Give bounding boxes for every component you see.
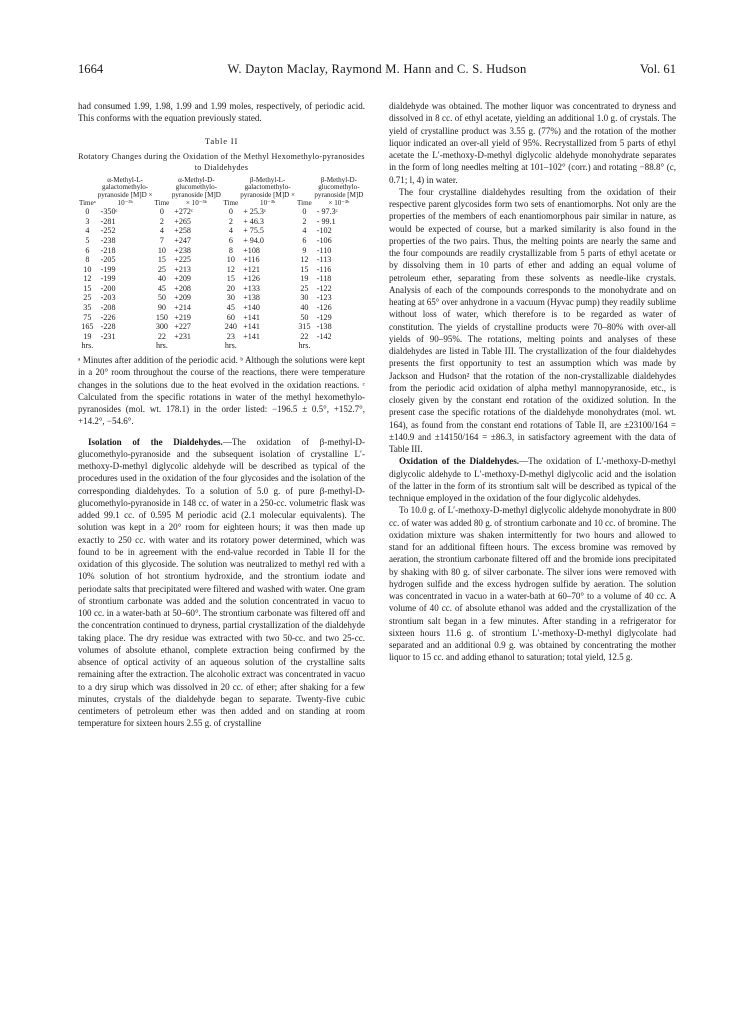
rotation-cell: +126 (243, 274, 260, 284)
rotation-cell: -116 (316, 264, 332, 274)
table-header-cell: Time (223, 198, 239, 207)
table-footnotes: ᵃ Minutes after addition of the periodic acid. ᵇ Although the solutions were kept in a 20° room throughout the course of the reactions, there were temperature changes in the solutions due to the heat evolved in the oxidation reactions. ᶜ Calculated from the specific rotations in water of the methyl hexomethylo-pyranosides (mol. wt. 178.1) in the order listed: −196.5 ± 0.5°, +152.7°, +14.2°, −54.6°. (78, 355, 365, 427)
procedure-paragraph: To 10.0 g. of L′-methoxy-D-methyl diglycolic aldehyde monohydrate in 800 cc. of water was added 80 g. of strontium carbonate and 10 cc. of bromine. The oxidation mixture was shaken intermittently for two hours and allowed to stand for an additional fifteen hours. The excess bromine was removed by aeration, the strontium carbonate filtered off and the bromide ions precipitated by shaking with 80 g. of silver carbonate. The silver ions were removed with hydrogen sulfide and the excess hydrogen sulfide by aeration. The solution was concentrated in vacuo in a water-bath at 60–70° to a volume of 40 cc. A volume of 40 cc. of absolute ethanol was added and the crystallization of the strontium salt began in a few minutes. After standing in a refrigerator for sixteen hours 11.6 g. of strontium L′-methoxy-D-methyl diglycolate had separated and an additional 0.9 g. was obtained by concentrating the mother liquor to 15 cc. and adding ethanol to saturation; total yield, 12.5 g. (389, 505, 676, 663)
time-cell: 5 (85, 235, 90, 245)
rotation-cell: +141 (243, 331, 260, 341)
table-label: Table II (204, 135, 239, 146)
rotation-cell: +225 (174, 255, 191, 265)
table-header-cell: β-Methyl-D-glucomethylo-pyranoside [M]D × 10⁻³ᵇ (314, 175, 364, 207)
rotation-cell: -350ᶜ (100, 207, 118, 217)
time-cell: 15 (300, 264, 309, 274)
rotation-cell: +116 (243, 255, 260, 265)
time-cell: 90 (157, 303, 166, 313)
rotation-cell: + 75.5 (243, 226, 264, 236)
time-cell: 2 (228, 216, 233, 226)
time-cell: 4 (159, 226, 164, 236)
time-cell: 19 (300, 274, 309, 284)
isolation-text: —The oxidation of β-methyl-D-glucomethylo-pyranoside and the subsequent isolation of crystalline L′-methoxy-D-methyl diglycolic aldehyde will be described as typical of the procedures used in the oxidation of the four glycosides and the isolation of the corresponding dialdehydes. To a solution of 5.0 g. of pure β-methyl-D-glucomethylo-pyranoside in 148 cc. of water in a 250-cc. volumetric flask was added 99.1 cc. of 0.595 M periodic acid (2.1 molecular equivalents). The solution was kept in a 20° room for eighteen hours; it was then made up exactly to 250 cc. with water and its rotatory power determined, which was found to be in agreement with the end-value recorded in Table II for the oxidation of this glycoside. The solution was neutralized to methyl red with a 10% solution of hot strontium hydroxide, and the strontium iodate and periodate salts that precipitated were filtered and washed with water. One gram of strontium carbonate was added and the solution concentrated in vacuo to 100 cc. in a water-bath at 50–60°. The strontium carbonate was filtered off and the concentration continued to dryness, partial crystallization of the dialdehyde taking place. The dry residue was extracted with two 50-cc. and two 25-cc. volumes of absolute ethanol, complete extraction being confirmed by the absence of optical activity of an aqueous solution of the crystalline salts remaining after the extraction. The alcoholic extract was concentrated in vacuo to a dry sirup which was dissolved in 20 cc. of ether; after shaking for a few minutes, crystals of the dialdehyde began to separate. Twenty-five cubic centimeters of petroleum ether was then added and on standing at room temperature for sixteen hours 2.55 g. of crystalline (78, 436, 365, 729)
time-cell: 10 (226, 255, 235, 265)
rotation-cell: +219 (174, 312, 191, 322)
time-cell: 15 (83, 283, 92, 293)
rotation-cell: +138 (243, 293, 260, 303)
table-row (78, 293, 365, 303)
time-cell: 10 (83, 264, 92, 274)
time-cell: 25 (300, 283, 309, 293)
time-cell: 75 (83, 312, 92, 322)
table-row (78, 322, 365, 332)
time-cell: 40 (157, 274, 166, 284)
time-cell: 15 (226, 274, 235, 284)
rotation-cell: +258 (174, 226, 191, 236)
time-cell: 50 (300, 312, 309, 322)
time-cell: 0 (85, 207, 90, 217)
rotation-cell (170, 341, 222, 351)
time-cell: 30 (226, 293, 235, 303)
rotation-cell (313, 341, 365, 351)
rotation-cell: -218 (100, 245, 116, 255)
table-header-cell: Time (154, 198, 170, 207)
isolation-paragraph (78, 436, 365, 730)
right-column (389, 100, 676, 664)
time-cell: 4 (85, 226, 90, 236)
rotation-cell: +121 (243, 264, 260, 274)
rotation-cell: -142 (316, 331, 332, 341)
rotation-cell: -138 (316, 322, 332, 332)
rotation-cell: +108 (243, 245, 260, 255)
rotation-cell: -203 (100, 293, 116, 303)
table-row (78, 341, 365, 351)
rotation-cell: -122 (316, 283, 332, 293)
table-row (78, 274, 365, 284)
rotation-cell: +231 (174, 331, 191, 341)
yield-paragraph: dialdehyde was obtained. The mother liquor was concentrated to dryness and dissolved in 8 cc. of ethyl acetate, yielding an additional 1.0 g. of crystals. The yield of crystalline product was 3.55 g. (77%) and the rotation of the mother liquor indicated an over-all yield of 95%. Recrystallized from 5 parts of ethyl acetate the L′-methoxy-D-methyl diglycolic aldehyde monohydrate separates in the form of long needles melting at 101–102° (corr.) and rotating −88.8° (c, 0.71; l, 4) in water. (389, 101, 676, 185)
rotation-cell: -252 (100, 226, 116, 236)
rotation-cell: -200 (100, 283, 116, 293)
time-cell: 25 (157, 264, 166, 274)
page-number: 1664 (78, 62, 104, 76)
time-cell: 50 (157, 293, 166, 303)
volume-label: Vol. 61 (639, 62, 676, 76)
rotation-cell: +141 (243, 312, 260, 322)
table-row (78, 226, 365, 236)
time-cell: 150 (155, 312, 168, 322)
rotation-cell: -199 (100, 274, 116, 284)
time-cell: 0 (302, 207, 307, 217)
rotation-cell: +213 (174, 264, 191, 274)
isolation-heading: Isolation of the Dialdehydes. (88, 436, 223, 447)
table-header-cell: Time (297, 198, 312, 207)
enantiomorph-paragraph: The four crystalline dialdehydes resulting from the oxidation of their respective parent glycosides form two sets of enantiomorphs. Not only are the properties of the members of each enantiomorphous pair similar in nature, as would be expected of course, but a marked similarity is also found in the properties of the two pairs. Thus, the melting points are nearly the same and the four compounds are readily crystallizable from 5 parts of ethyl acetate or by dissolving them in 10 parts of ether and adding an equal volume of petroleum ether, separating from these solvents as needle-like crystals. Analysis of each of the compounds corresponds to the monohydrate and on heating at 65° over anhydrone in a vacuum (Hyvac pump) they readily sublime without loss of water, which therefore is to be regarded as water of constitution. The yields of crystalline products were 70–80% with over-all yields of 90–95%. The rotations, melting points and analyses of these dialdehydes are listed in Table III. The crystallization of the four dialdehydes presents the first opportunity to test an assumption which was made by Jackson and Hudson² that the rotation of the non-crystallizable dialdehydes from the periodic acid oxidation of alpha methyl mannopyranoside, etc., is closely given by the constant end rotation of the oxidized solution. In the present case the specific rotations of the dialdehyde monohydrates (mol. wt. 164), as found from the constant end rotations of Table II, are ±23100/164 = ±140.9 and ±14150/164 = ±86.3, in satisfactory agreement with the data of Table III. (389, 186, 676, 454)
time-cell: 19 (83, 331, 92, 341)
table-row (78, 265, 365, 275)
oxidation-paragraph (389, 455, 676, 504)
time-cell: 20 (226, 283, 235, 293)
rotation-cell: +140 (243, 303, 260, 313)
rotation-cell: -106 (316, 235, 332, 245)
table-body (78, 207, 365, 351)
left-column (78, 100, 365, 730)
table-row (78, 217, 365, 227)
rotation-cell: - 97.3ᶜ (316, 207, 338, 217)
running-header (78, 62, 676, 78)
rotation-cell: + 25.3ᶜ (243, 207, 267, 217)
table-header-cell: α-Methyl-L-galactomethylo-pyranoside [M]D × 10⁻³ᵇ (97, 175, 153, 207)
time-cell: 22 (300, 331, 309, 341)
time-cell: hrs. (224, 341, 237, 351)
table-row (78, 332, 365, 342)
rotation-cell: + 46.3 (243, 216, 264, 226)
rotation-cell: +133 (243, 283, 260, 293)
rotation-cell: -126 (316, 303, 332, 313)
time-cell: 9 (302, 245, 307, 255)
table-header-cell: β-Methyl-L-galactomethylo-pyranoside [M]D × 10⁻³ᵇ (240, 175, 296, 207)
rotation-cell: +209 (174, 293, 191, 303)
time-cell: 6 (85, 245, 90, 255)
time-cell: 30 (300, 293, 309, 303)
table-row (78, 313, 365, 323)
rotation-cell: -129 (316, 312, 332, 322)
rotation-cell: -118 (316, 274, 332, 284)
time-cell: 12 (300, 255, 309, 265)
rotation-cell: -110 (316, 245, 332, 255)
rotation-cell: +247 (174, 235, 191, 245)
rotation-cell: -228 (100, 322, 116, 332)
time-cell: 6 (228, 235, 233, 245)
rotation-cell: -102 (316, 226, 332, 236)
author-line: W. Dayton Maclay, Raymond M. Hann and C. S. Hudson (227, 62, 527, 76)
time-cell: 7 (159, 235, 164, 245)
time-cell: hrs. (298, 341, 311, 351)
rotation-cell: +141 (243, 322, 260, 332)
table-row (78, 246, 365, 256)
rotation-cell: +238 (174, 245, 191, 255)
time-cell: 165 (81, 322, 94, 332)
time-cell: 8 (228, 245, 233, 255)
time-cell: hrs. (155, 341, 168, 351)
time-cell: 22 (157, 331, 166, 341)
table-header-cell: Timeᵃ (79, 198, 96, 207)
time-cell: 315 (298, 322, 311, 332)
time-cell: 10 (157, 245, 166, 255)
rotation-cell: +214 (174, 303, 191, 313)
time-cell: 4 (302, 226, 307, 236)
time-cell: 8 (85, 255, 90, 265)
time-cell: 23 (226, 331, 235, 341)
time-cell: 40 (300, 303, 309, 313)
rotation-cell: -281 (100, 216, 116, 226)
time-cell: 3 (85, 216, 90, 226)
table-header-row (78, 177, 365, 207)
rotation-cell (97, 341, 154, 351)
oxidation-heading: Oxidation of the Dialdehydes. (399, 456, 520, 467)
rotation-cell: +209 (174, 274, 191, 284)
time-cell: 45 (226, 303, 235, 313)
table-header-cell: α-Methyl-D-glucomethylo-pyranoside [M]D × 10⁻³ᵇ (171, 175, 221, 207)
rotation-cell: +227 (174, 322, 191, 332)
time-cell: 12 (226, 264, 235, 274)
time-cell: 35 (83, 303, 92, 313)
table-row (78, 236, 365, 246)
table-row (78, 255, 365, 265)
rotation-cell: -199 (100, 264, 116, 274)
time-cell: 15 (157, 255, 166, 265)
rotation-cell: -226 (100, 312, 116, 322)
rotation-cell (239, 341, 296, 351)
rotation-cell: -238 (100, 235, 116, 245)
time-cell: 25 (83, 293, 92, 303)
rotation-cell: -123 (316, 293, 332, 303)
time-cell: 12 (83, 274, 92, 284)
time-cell: 300 (155, 322, 168, 332)
rotation-cell: +265 (174, 216, 191, 226)
time-cell: 2 (302, 216, 307, 226)
rotation-cell: + 94.0 (243, 235, 264, 245)
time-cell: 2 (159, 216, 164, 226)
time-cell: hrs. (81, 341, 94, 351)
rotation-table (78, 177, 365, 351)
rotation-cell: -231 (100, 331, 116, 341)
time-cell: 4 (228, 226, 233, 236)
intro-paragraph: had consumed 1.99, 1.98, 1.99 and 1.99 moles, respectively, of periodic acid. This conforms with the equation previously stated. (78, 101, 365, 124)
time-cell: 6 (302, 235, 307, 245)
time-cell: 60 (226, 312, 235, 322)
rotation-cell: - 99.1 (316, 216, 336, 226)
rotation-cell: +208 (174, 283, 191, 293)
rotation-cell: +272ᶜ (174, 207, 194, 217)
time-cell: 45 (157, 283, 166, 293)
table-row (78, 303, 365, 313)
oxidation-text: —The oxidation of L′-methoxy-D-methyl diglycolic aldehyde to L′-methoxy-D-methyl diglycolic acid and the isolation of the latter in the form of its strontium salt will be described as typical of the technique employed in the oxidation of the four diglycolic aldehydes. (389, 456, 676, 503)
table-title: Rotatory Changes during the Oxidation of the Methyl Hexomethylo-pyranosides to Dialdehydes (78, 151, 365, 173)
table-row (78, 284, 365, 294)
time-cell: 0 (228, 207, 233, 217)
rotation-cell: -113 (316, 255, 332, 265)
table-row (78, 207, 365, 217)
time-cell: 0 (159, 207, 164, 217)
rotation-cell: -205 (100, 255, 116, 265)
time-cell: 240 (224, 322, 237, 332)
rotation-cell: -208 (100, 303, 116, 313)
